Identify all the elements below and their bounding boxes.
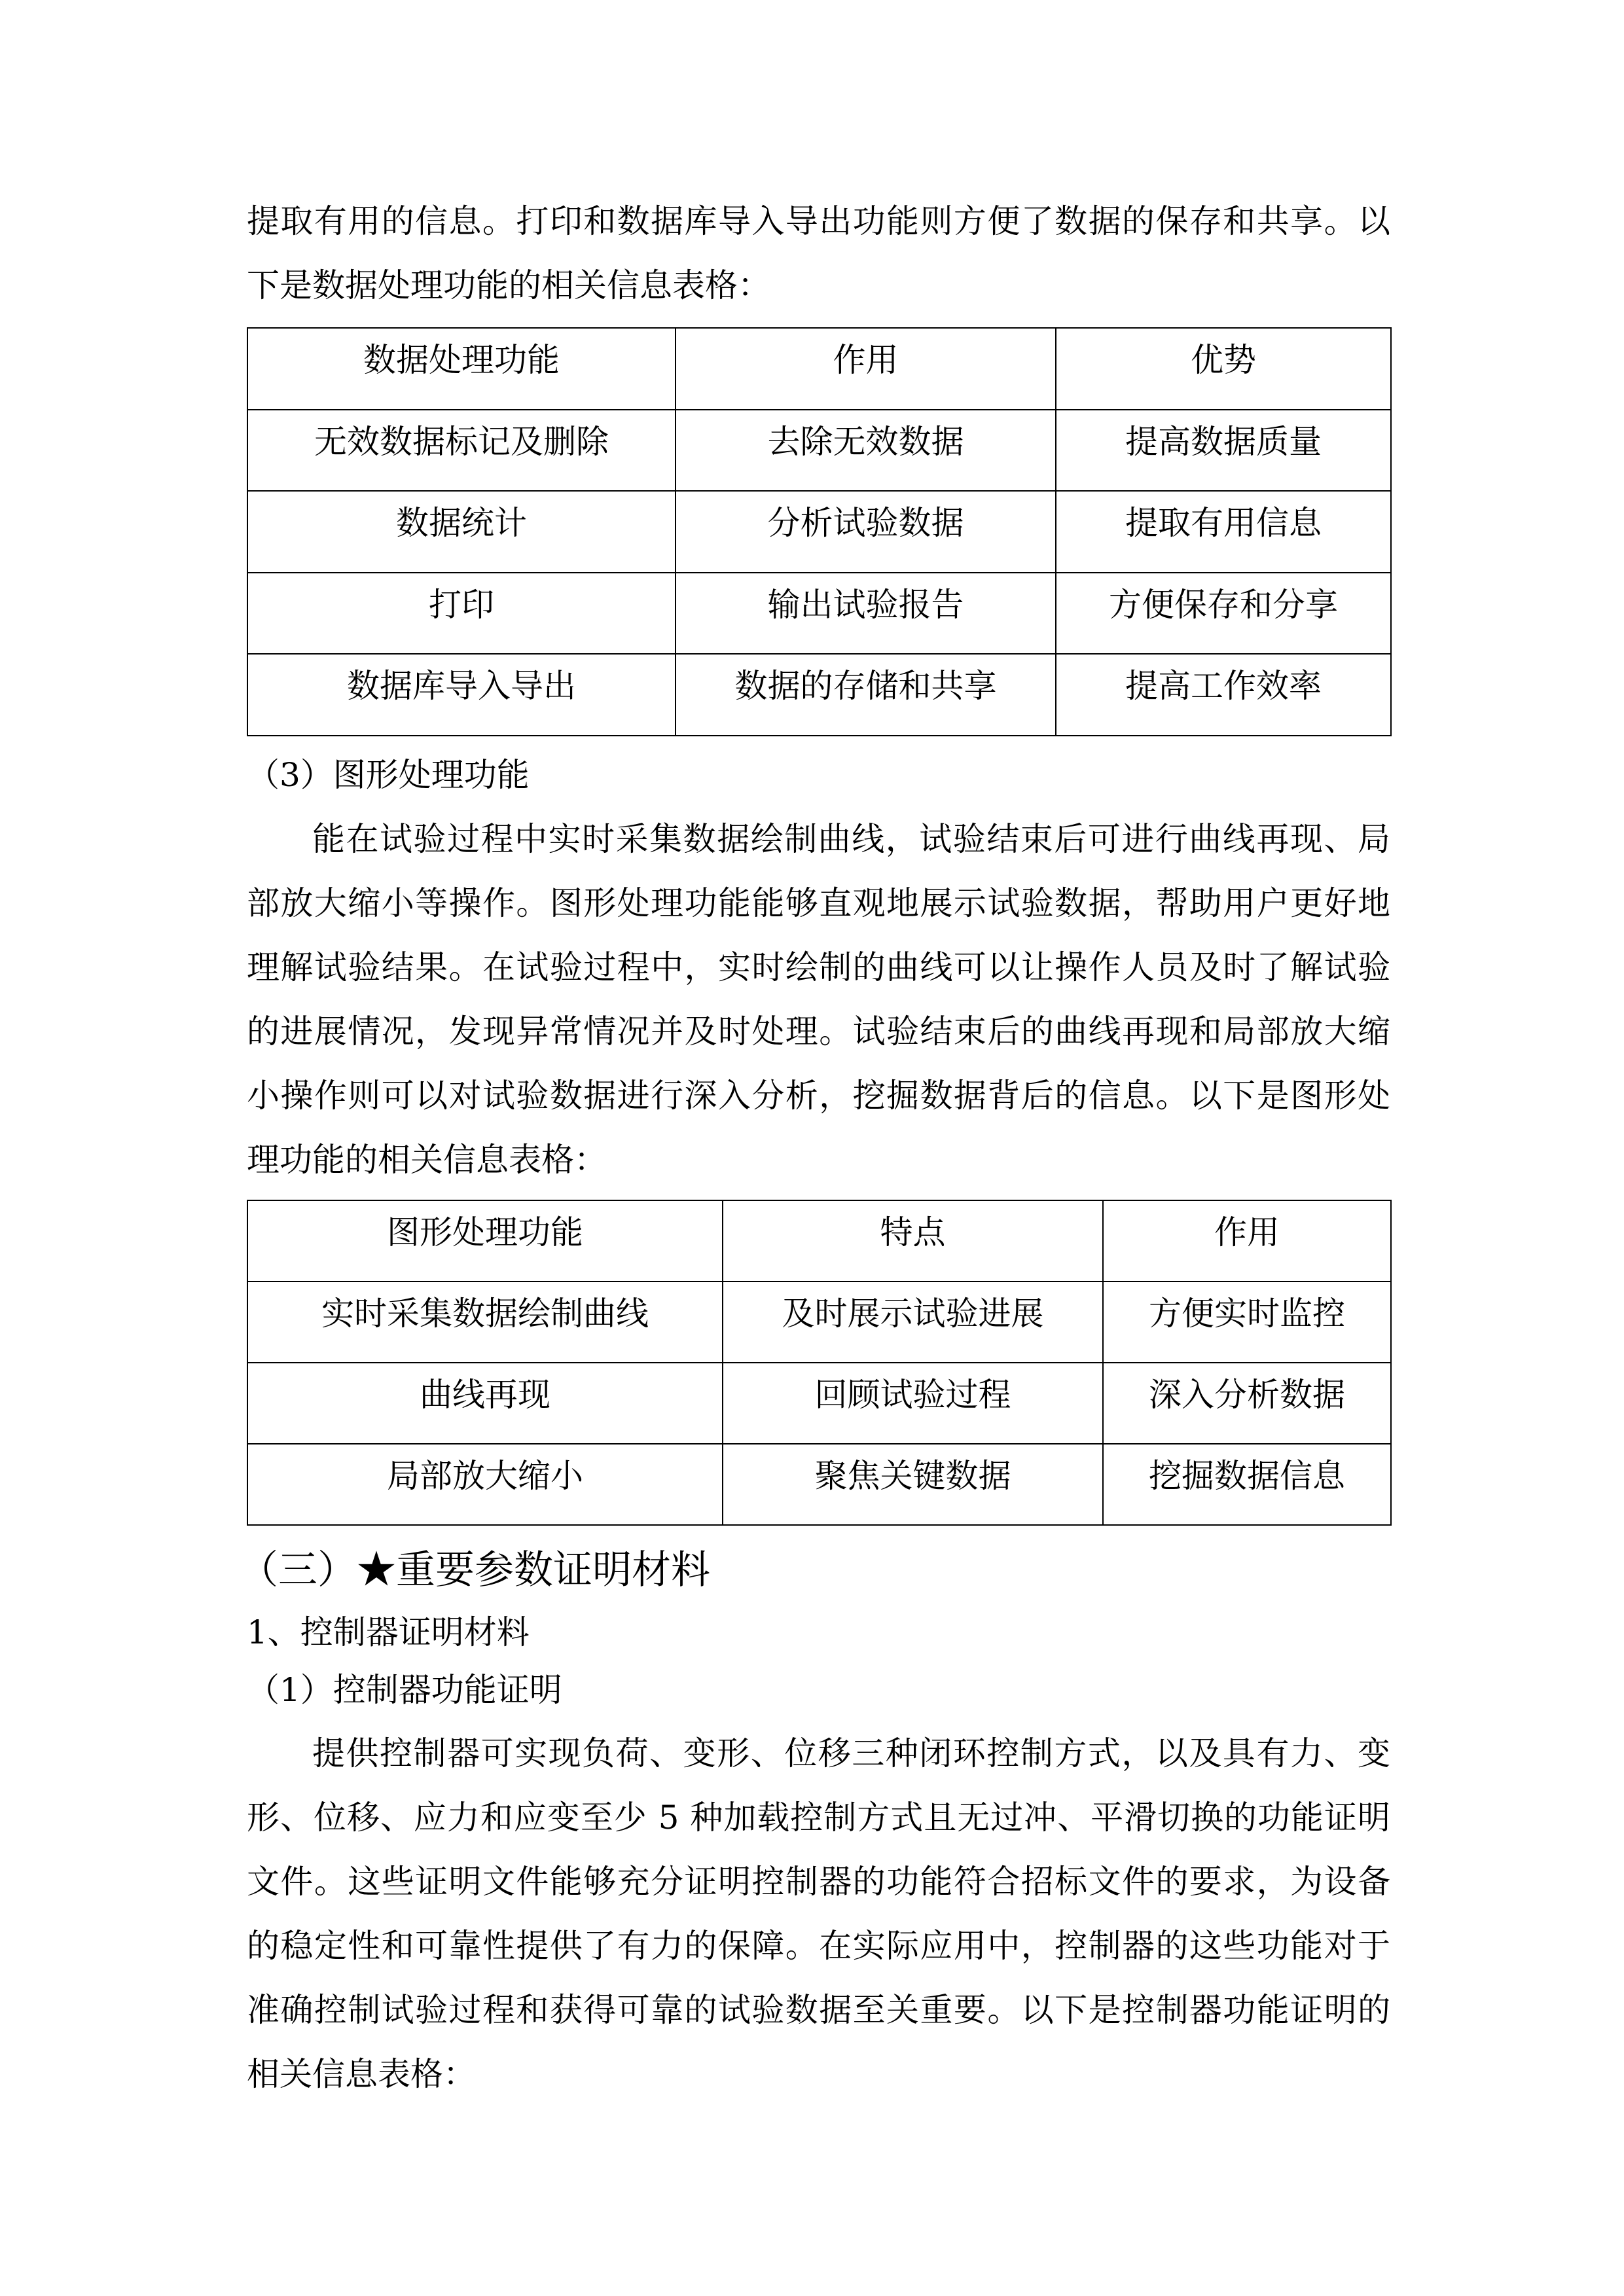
table-header-cell: 特点 (723, 1200, 1103, 1282)
table-cell: 聚焦关键数据 (723, 1444, 1103, 1525)
table-cell: 局部放大缩小 (247, 1444, 723, 1525)
table-row (247, 654, 1391, 736)
table-cell: 曲线再现 (247, 1363, 723, 1444)
table-cell: 打印 (247, 573, 676, 655)
table-cell: 提高工作效率 (1056, 654, 1391, 736)
table-cell: 数据统计 (247, 491, 676, 573)
table-row (247, 491, 1391, 573)
table-row (247, 573, 1391, 655)
graphics-processing-table (247, 1200, 1392, 1526)
intro-paragraph-block (247, 189, 1390, 317)
section3-paragraph: 能在试验过程中实时采集数据绘制曲线，试验结束后可进行曲线再现、局部放大缩小等操作。图形处理功能能够直观地展示试验数据，帮助用户更好地理解试验结果。在试验过程中，实时绘制的曲线可以让操作人员及时了解试验的进展情况，发现异常情况并及时处理。试验结束后的曲线再现和局部放大缩小操作则可以对试验数据进行深入分析，挖掘数据背后的信息。以下是图形处理功能的相关信息表格： (247, 820, 1390, 1179)
table-cell: 及时展示试验进展 (723, 1282, 1103, 1363)
table-cell: 回顾试验过程 (723, 1363, 1103, 1444)
table-header-cell: 数据处理功能 (247, 328, 676, 410)
data-processing-table (247, 327, 1392, 736)
table-cell: 分析试验数据 (676, 491, 1056, 573)
table-header-row (247, 1200, 1391, 1282)
intro-paragraph: 提取有用的信息。打印和数据库导入导出功能则方便了数据的保存和共享。以下是数据处理功能的相关信息表格： (247, 202, 1390, 304)
table-row (247, 1444, 1391, 1525)
table-cell: 挖掘数据信息 (1103, 1444, 1391, 1525)
table-header-cell: 作用 (676, 328, 1056, 410)
section3-title: （3）图形处理功能 (247, 756, 530, 794)
heading-sub2: （1）控制器功能证明 (247, 1671, 562, 1709)
table-cell: 方便实时监控 (1103, 1282, 1391, 1363)
table-header-cell: 优势 (1056, 328, 1391, 410)
heading-sub1: 1、控制器证明材料 (247, 1613, 530, 1651)
table-header-row (247, 328, 1391, 410)
section3-block (247, 743, 1390, 1192)
table-header-cell: 图形处理功能 (247, 1200, 723, 1282)
table-cell: 方便保存和分享 (1056, 573, 1391, 655)
table-row (247, 1363, 1391, 1444)
table-header-cell: 作用 (1103, 1200, 1391, 1282)
table-cell: 输出试验报告 (676, 573, 1056, 655)
table-cell: 数据库导入导出 (247, 654, 676, 736)
table-cell: 去除无效数据 (676, 410, 1056, 492)
table-cell: 实时采集数据绘制曲线 (247, 1282, 723, 1363)
table-row (247, 410, 1391, 492)
final-paragraph-block (247, 1721, 1390, 2106)
table-cell: 数据的存储和共享 (676, 654, 1056, 736)
table-cell: 无效数据标记及删除 (247, 410, 676, 492)
heading-main: （三）★重要参数证明材料 (239, 1547, 710, 1593)
table-cell: 提取有用信息 (1056, 491, 1391, 573)
table-cell: 深入分析数据 (1103, 1363, 1391, 1444)
table-cell: 提高数据质量 (1056, 410, 1391, 492)
table-row (247, 1282, 1391, 1363)
final-paragraph: 提供控制器可实现负荷、变形、位移三种闭环控制方式，以及具有力、变形、位移、应力和应变至少 5 种加载控制方式且无过冲、平滑切换的功能证明文件。这些证明文件能够充分证明控制器的功能符合招标文件的要求，为设备的稳定性和可靠性提供了有力的保障。在实际应用中，控制器的这些功能对于准确控制试验过程和获得可靠的试验数据至关重要。以下是控制器功能证明的相关信息表格： (247, 1734, 1390, 2093)
